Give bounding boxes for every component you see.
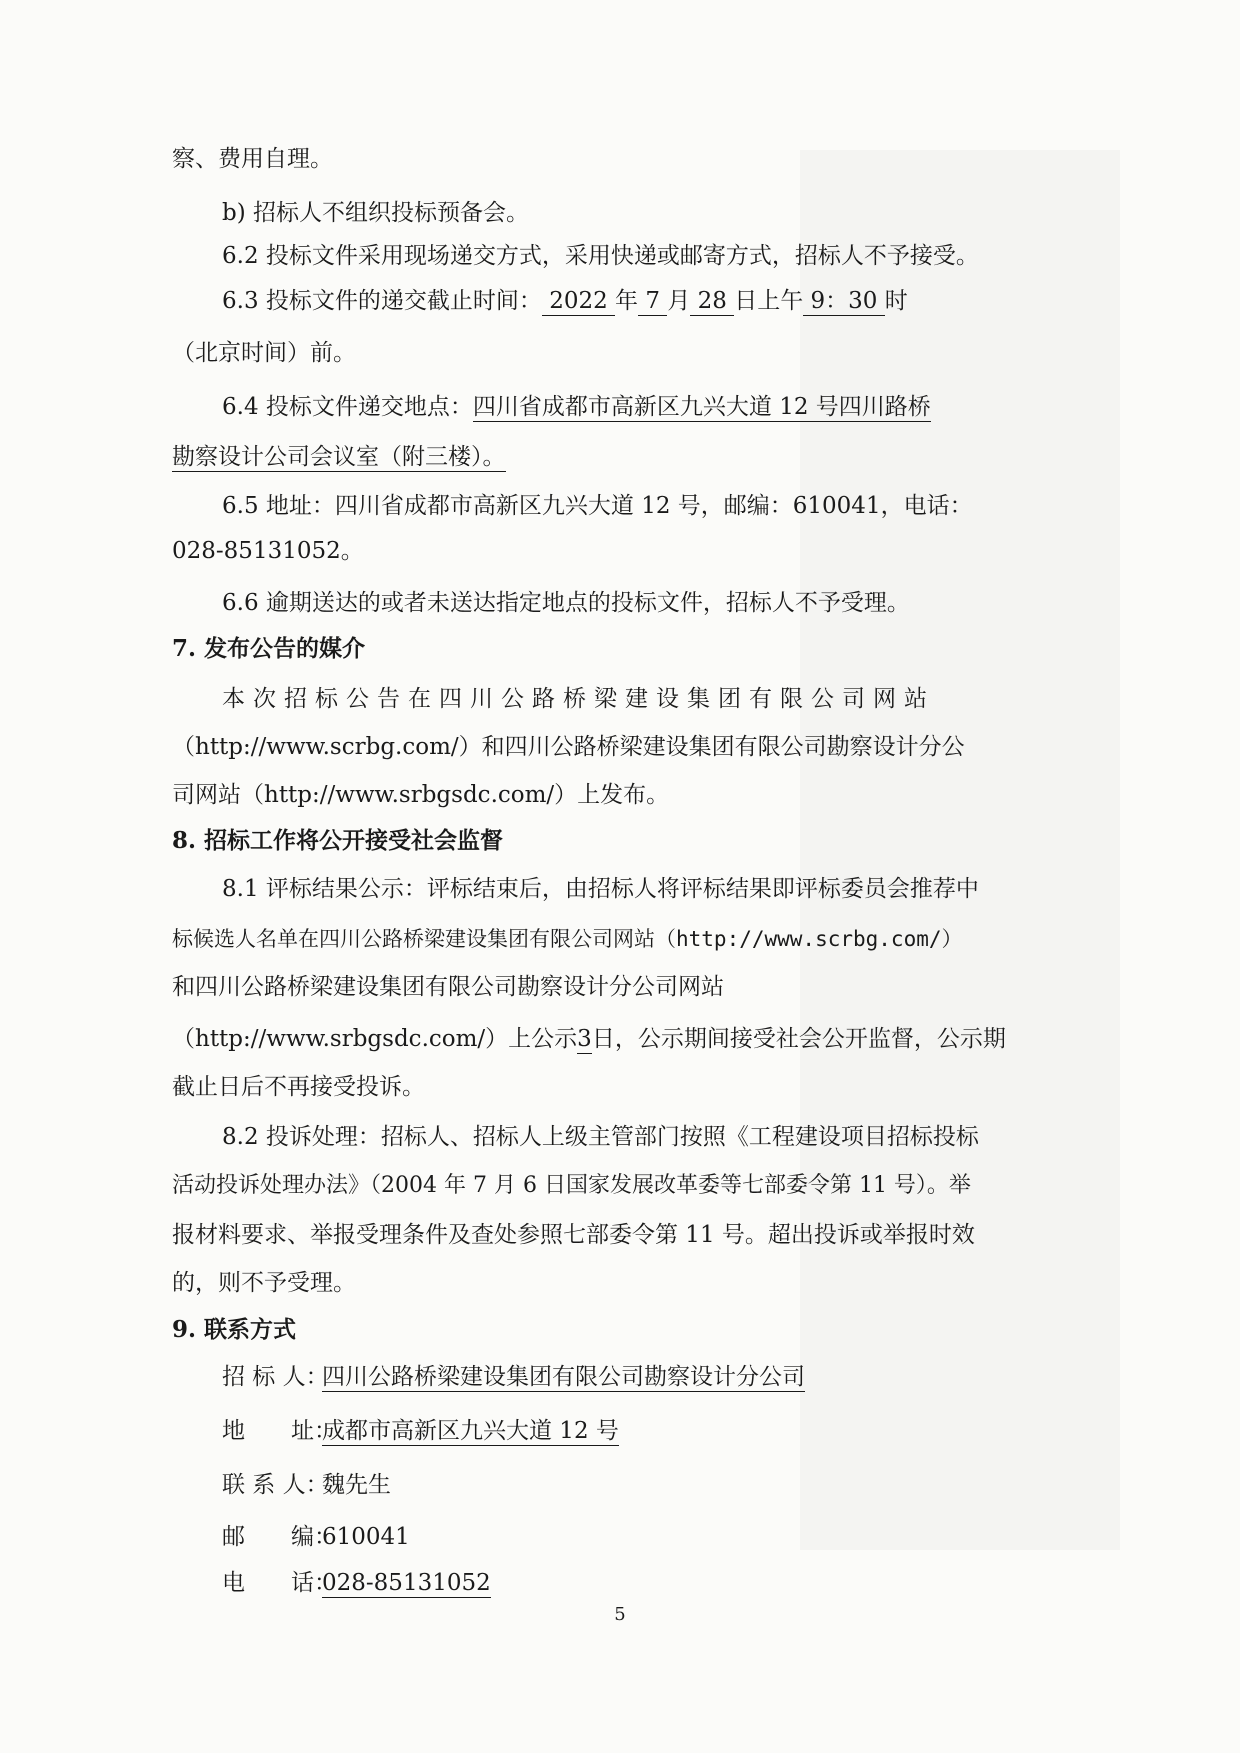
- contact-address-label: 地 址：: [222, 1418, 337, 1444]
- announcement-days: 3: [577, 1026, 592, 1052]
- submission-place-line: [172, 380, 1090, 434]
- text-line: 截止日后不再接受投诉。: [172, 1074, 425, 1100]
- deadline-month: 7: [638, 288, 668, 314]
- contact-tenderer-value: 四川公路桥梁建设集团有限公司勘察设计分公司: [322, 1364, 805, 1390]
- contact-person-value: 魏先生: [322, 1472, 391, 1498]
- text-line: 6.6 逾期送达的或者未送达指定地点的投标文件，招标人不予受理。: [222, 590, 910, 616]
- page-number: 5: [614, 1604, 626, 1625]
- deadline-label: 6.3 投标文件的递交截止时间：: [222, 288, 542, 314]
- text-line: 本次招标公告在四川公路桥梁建设集团有限公司网站: [222, 686, 935, 712]
- text-line: （http://www.scrbg.com/）和四川公路桥梁建设集团有限公司勘察设计分公: [172, 734, 965, 760]
- text-line: （北京时间）前。: [172, 340, 356, 366]
- deadline-time: 9：30: [803, 288, 885, 314]
- deadline-year: 2022: [541, 288, 616, 314]
- text-line: b) 招标人不组织投标预备会。: [222, 200, 530, 226]
- text-line: 8.2 投诉处理：招标人、招标人上级主管部门按照《工程建设项目招标投标: [222, 1124, 979, 1150]
- deadline-day: 28: [690, 288, 735, 314]
- submission-place-value-cont: 勘察设计公司会议室（附三楼）。: [172, 444, 506, 470]
- contact-phone-label: 电 话：: [222, 1570, 337, 1596]
- month-char: 月: [667, 288, 691, 314]
- section-heading-8: 8. 招标工作将公开接受社会监督: [172, 827, 504, 854]
- announcement-url: （http://www.srbgsdc.com/）上公示: [172, 1026, 578, 1052]
- announcement-line: [172, 1012, 1040, 1066]
- contact-phone-value: 028-85131052: [322, 1570, 491, 1596]
- text-line: 司网站（http://www.srbgsdc.com/）上发布。: [172, 782, 670, 808]
- hour-char: 时: [884, 288, 908, 314]
- section-heading-9: 9. 联系方式: [172, 1316, 297, 1343]
- text-line: 和四川公路桥梁建设集团有限公司勘察设计分公司网站: [172, 974, 724, 1000]
- contact-address: [222, 1404, 619, 1458]
- submission-place-value: 四川省成都市高新区九兴大道 12 号四川路桥: [472, 394, 931, 420]
- announcement-text: 日，公示期间接受社会公开监督，公示期: [591, 1026, 1006, 1052]
- text-line: 察、费用自理。: [172, 146, 333, 172]
- contact-person-label: 联 系 人：: [222, 1472, 329, 1498]
- section-heading-7: 7. 发布公告的媒介: [172, 635, 366, 662]
- text-line: 6.2 投标文件采用现场递交方式，采用快递或邮寄方式，招标人不予接受。: [222, 243, 979, 269]
- text-line: 8.1 评标结果公示：评标结束后，由招标人将评标结果即评标委员会推荐中: [222, 876, 979, 902]
- submission-place-line-2: [172, 430, 1040, 484]
- text-line: 的，则不予受理。: [172, 1270, 356, 1296]
- text-line: 标候选人名单在四川公路桥梁建设集团有限公司网站（http://www.scrbg.com/）: [172, 927, 963, 951]
- text-line: 6.5 地址：四川省成都市高新区九兴大道 12 号，邮编：610041，电话：: [222, 493, 973, 519]
- contact-tenderer: [222, 1350, 805, 1404]
- contact-phone: [222, 1556, 491, 1610]
- contact-tenderer-label: 招 标 人：: [222, 1364, 329, 1390]
- text-line: 活动投诉处理办法》（2004 年 7 月 6 日国家发展改革委等七部委令第 11 号）。举: [172, 1173, 971, 1198]
- contact-address-value: 成都市高新区九兴大道 12 号: [322, 1418, 619, 1444]
- deadline-line: [172, 274, 1090, 328]
- submission-place-label: 6.4 投标文件递交地点：: [222, 394, 473, 420]
- contact-person: [222, 1458, 391, 1512]
- year-char: 年: [615, 288, 639, 314]
- text-line: 028-85131052。: [172, 538, 364, 564]
- text-line: 报材料要求、举报受理条件及查处参照七部委令第 11 号。超出投诉或举报时效: [172, 1222, 975, 1248]
- contact-postcode-value: 610041: [322, 1524, 410, 1550]
- contact-postcode-label: 邮 编：: [222, 1524, 337, 1550]
- day-char: 日上午: [734, 288, 804, 314]
